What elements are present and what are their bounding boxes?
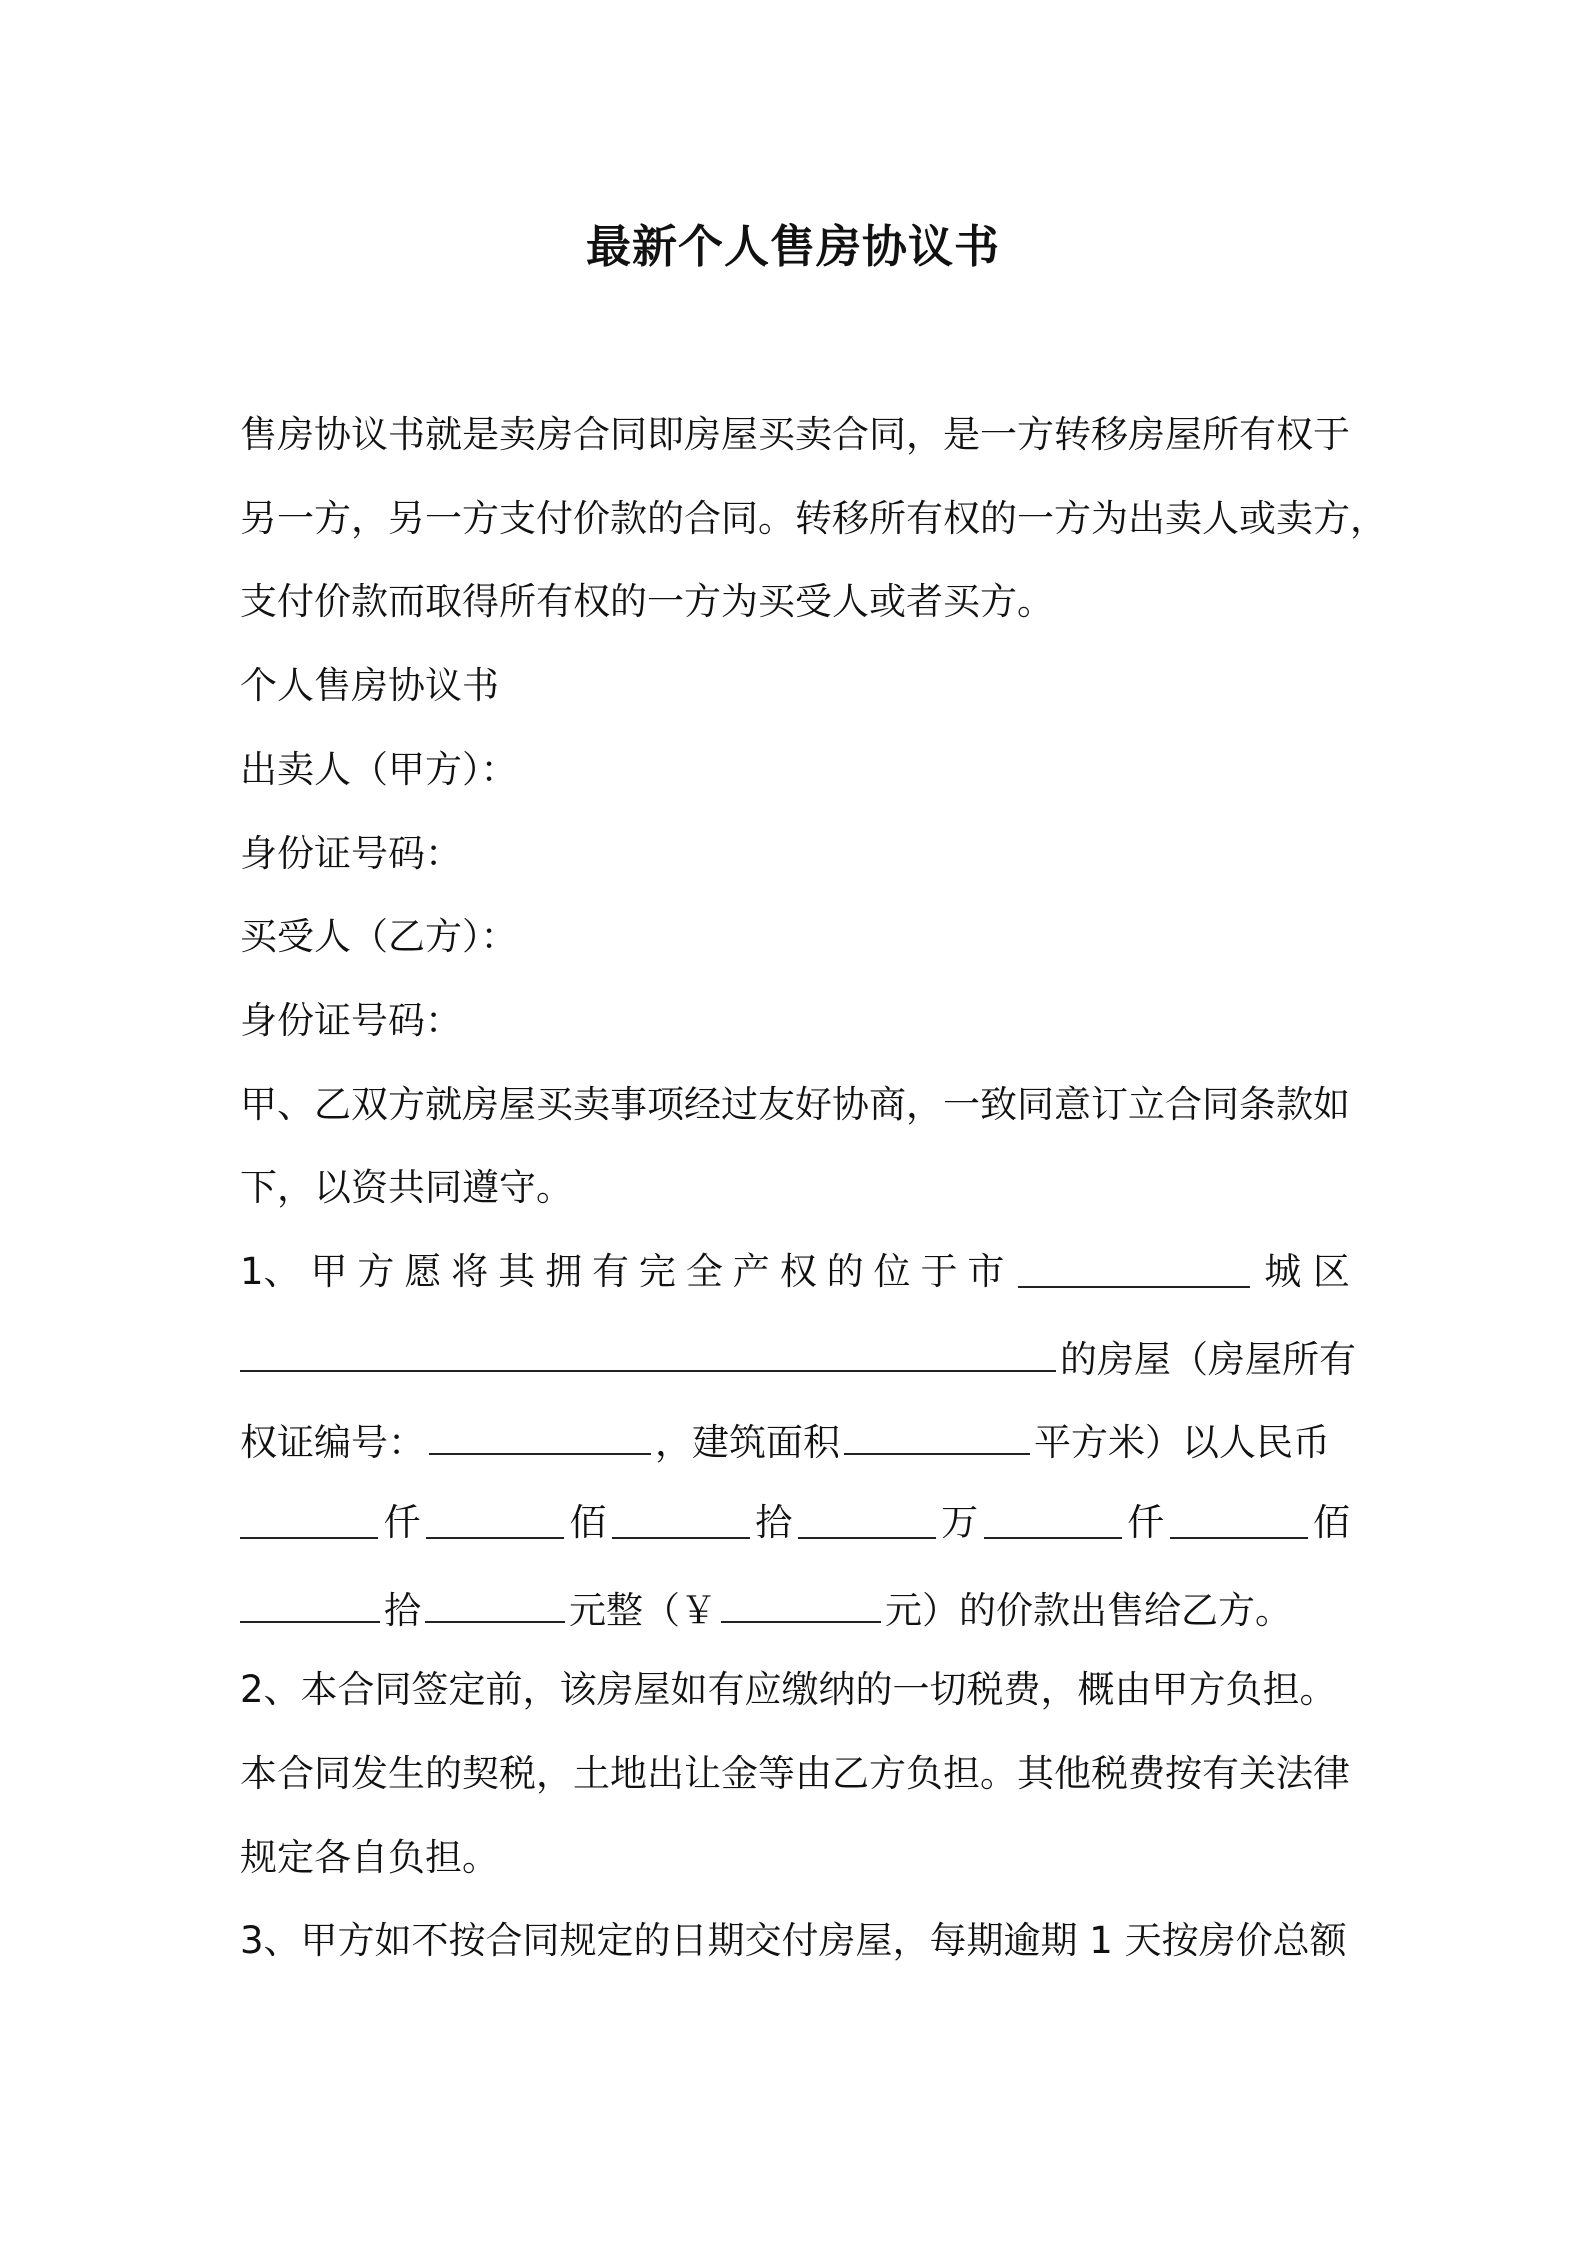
clause1-char: 1、 [240,1250,301,1293]
district-label: 城 区 [1264,1250,1350,1293]
amount-blank[interactable] [798,1495,936,1539]
amount-unit: 仟 [383,1501,421,1544]
clause1-line-1 [240,1244,1350,1300]
intro-line-3: 支付价款而取得所有权的一方为买受人或者买方。 [240,580,1054,623]
amount-unit: 拾 [755,1501,793,1544]
clause1-char: 愿 [404,1250,442,1293]
amount-blank[interactable] [240,1495,378,1539]
city-blank[interactable] [1018,1244,1250,1288]
clause1-char: 权 [779,1250,817,1293]
clause1-char: 其 [498,1250,536,1293]
certificate-blank[interactable] [429,1411,651,1455]
document-title: 最新个人售房协议书 [585,220,1000,273]
intro-line-1: 售房协议书就是卖房合同即房屋买卖合同，是一方转移房屋所有权于 [240,413,1350,456]
currency-label: 平方米）以人民币 [1034,1421,1330,1464]
clause1-line-3 [240,1411,1350,1471]
clause1-char: 市 [967,1250,1005,1293]
seller-id-label: 身份证号码： [240,832,462,875]
agreement-subtitle: 个人售房协议书 [240,664,499,707]
clause1-char: 的 [826,1250,864,1293]
clause2-line-2: 本合同发生的契税，土地出让金等由乙方负担。其他税费按有关法律 [240,1752,1350,1795]
amount-blank[interactable] [612,1495,750,1539]
area-blank[interactable] [844,1411,1030,1455]
clause1-line-2 [240,1328,1356,1388]
sale-label: 元）的价款出售给乙方。 [885,1589,1292,1632]
clause2-line-1: 2、本合同签定前，该房屋如有应缴纳的一切税费，概由甲方负担。 [240,1668,1337,1711]
amount-unit: 万 [941,1501,979,1544]
certificate-label: 权证编号： [240,1421,425,1464]
buyer-id-label: 身份证号码： [240,999,462,1042]
clause1-char: 于 [920,1250,958,1293]
amount-unit: 仟 [1127,1501,1165,1544]
amount-blank[interactable] [1170,1495,1308,1539]
amount-blank[interactable] [426,1495,564,1539]
clause1-char: 位 [873,1250,911,1293]
address-blank[interactable] [240,1328,1056,1372]
clause1-char: 产 [732,1250,770,1293]
area-label: ，建筑面积 [655,1421,840,1464]
clause1-char: 拥 [545,1250,583,1293]
clause1-char: 完 [638,1250,676,1293]
clause1-char: 甲 [310,1250,348,1293]
clause1-char: 将 [451,1250,489,1293]
amount-blank[interactable] [984,1495,1122,1539]
amount-unit: 佰 [569,1501,607,1544]
preamble-line-2: 下，以资共同遵守。 [240,1166,573,1209]
clause1-line-4 [240,1495,1350,1551]
yuan-amount-blank[interactable] [721,1579,881,1623]
clause3-line-1: 3、甲方如不按合同规定的日期交付房屋，每期逾期 1 天按房价总额 [240,1919,1347,1962]
amount-unit: 佰 [1312,1501,1350,1544]
clause1-char: 有 [592,1250,629,1293]
amount-blank[interactable] [425,1579,565,1623]
amount-unit: 拾 [384,1589,421,1632]
yuan-label: 元整（￥ [569,1589,717,1632]
intro-line-2: 另一方，另一方支付价款的合同。转移所有权的一方为出卖人或卖方， [240,497,1387,540]
seller-label: 出卖人（甲方）： [240,748,518,791]
amount-blank[interactable] [240,1579,380,1623]
clause2-line-3: 规定各自负担。 [240,1836,499,1879]
clause1-char: 方 [357,1250,395,1293]
clause1-line-5 [240,1579,1350,1639]
preamble-line-1: 甲、乙双方就房屋买卖事项经过友好协商，一致同意订立合同条款如 [240,1083,1350,1126]
buyer-label: 买受人（乙方）： [240,915,518,958]
house-label: 的房屋（房屋所有 [1060,1338,1356,1381]
clause1-char: 全 [685,1250,723,1293]
